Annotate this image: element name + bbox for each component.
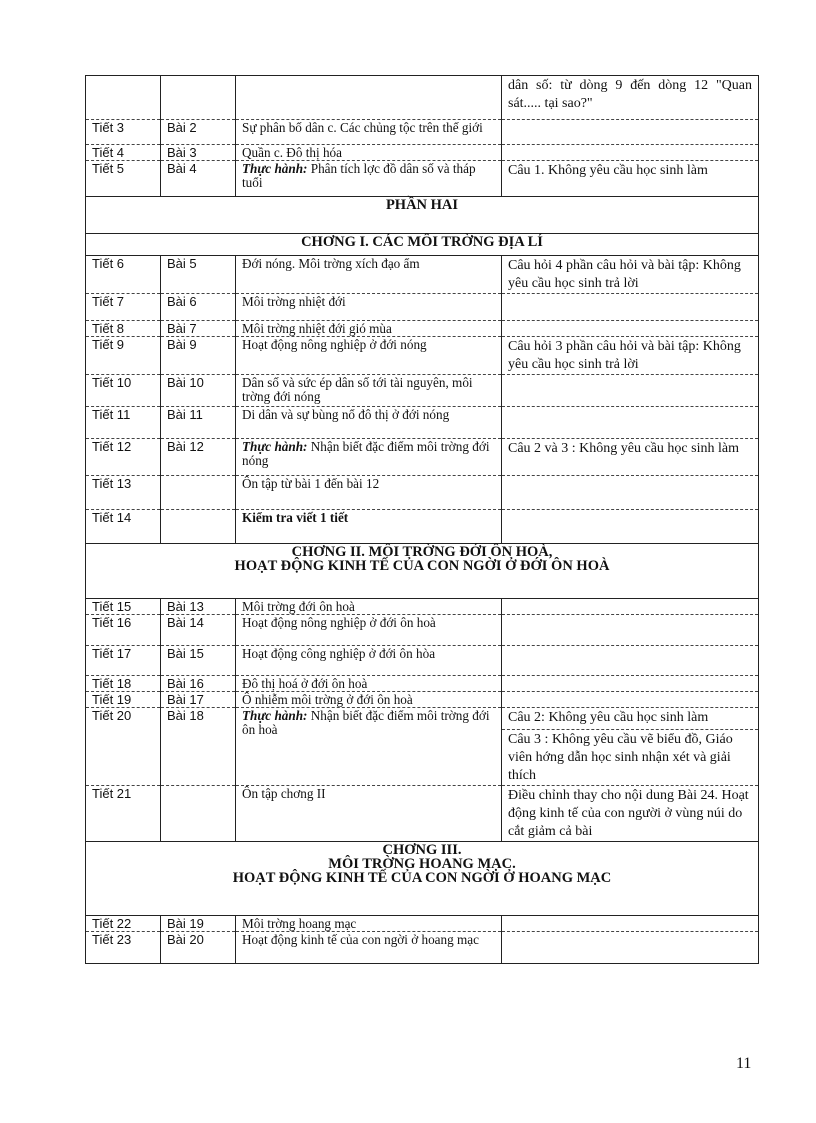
- period-cell: Tiết 22: [86, 916, 161, 932]
- period-cell: Tiết 7: [86, 294, 161, 321]
- period-cell: Tiết 13: [86, 476, 161, 510]
- note-cell: [502, 708, 759, 786]
- lesson-cell: [161, 786, 236, 842]
- table-row: [86, 599, 759, 615]
- period-cell: Tiết 9: [86, 337, 161, 375]
- note-cell: [502, 476, 759, 510]
- section-heading-line: HOẠT ĐỘNG KINH TẾ CỦA CON NGỜI Ở ĐỚI ÔN HOÀ: [234, 558, 610, 574]
- note-cell: [502, 407, 759, 439]
- table-row: [86, 510, 759, 544]
- content-cell: [236, 321, 502, 337]
- note-cell: [502, 676, 759, 692]
- section-heading-line: CHƠNG I. CÁC MÔI TRỜNG ĐỊA LÍ: [301, 234, 543, 250]
- period-cell: Tiết 6: [86, 256, 161, 294]
- table-row: [86, 615, 759, 646]
- period-cell: Tiết 3: [86, 120, 161, 145]
- table-row: [86, 708, 759, 786]
- note-cell: [502, 692, 759, 708]
- note-text: Câu 2: Không yêu cầu học sinh làm: [508, 710, 709, 725]
- section-heading-line: CHƠNG III.: [382, 842, 462, 858]
- period-cell: Tiết 18: [86, 676, 161, 692]
- section-heading-line: MÔI TRỜNG HOANG MẠC.: [328, 856, 516, 872]
- section-heading-line: HOẠT ĐỘNG KINH TẾ CỦA CON NGỜI Ở HOANG MẠC: [232, 870, 612, 886]
- note-text: Điều chỉnh thay cho nội dung Bài 24. Hoạt động kinh tế của con người ở vùng núi do cắt giảm cả bài: [508, 788, 749, 839]
- period-cell: Tiết 23: [86, 932, 161, 964]
- table-row: [86, 161, 759, 197]
- curriculum-table-body: [86, 76, 759, 964]
- period-cell: Tiết 19: [86, 692, 161, 708]
- note-cell: [502, 294, 759, 321]
- note-cell: [502, 646, 759, 676]
- table-row: [86, 321, 759, 337]
- table-row: [86, 120, 759, 145]
- content-text: Quần c. Đô thị hóa: [242, 145, 342, 160]
- section-heading: [86, 842, 759, 916]
- note-cell: [502, 439, 759, 476]
- section-heading-row: [86, 234, 759, 256]
- period-cell: Tiết 16: [86, 615, 161, 646]
- table-row: [86, 476, 759, 510]
- content-text: Kiểm tra viết 1 tiết: [242, 510, 349, 525]
- lesson-cell: [161, 510, 236, 544]
- lesson-cell: Bài 17: [161, 692, 236, 708]
- note-cell: [502, 786, 759, 842]
- lesson-cell: Bài 10: [161, 375, 236, 407]
- period-cell: Tiết 4: [86, 145, 161, 161]
- note-cell: [502, 145, 759, 161]
- content-text: Môi trờng nhiệt đới: [242, 294, 346, 309]
- lesson-cell: Bài 18: [161, 708, 236, 786]
- section-heading: [86, 197, 759, 234]
- content-cell: [236, 786, 502, 842]
- content-text: Di dân và sự bùng nổ đô thị ở đới nóng: [242, 407, 450, 422]
- content-cell: [236, 599, 502, 615]
- table-row: [86, 407, 759, 439]
- content-cell: [236, 439, 502, 476]
- content-text: Môi trờng đới ôn hoà: [242, 599, 355, 614]
- period-cell: [86, 76, 161, 120]
- note-text: Câu 1. Không yêu cầu học sinh làm: [508, 163, 708, 178]
- table-row: [86, 256, 759, 294]
- content-cell: [236, 407, 502, 439]
- note-cell: [502, 599, 759, 615]
- content-text: Ô nhiễm môi trờng ở đới ôn hoà: [242, 692, 413, 707]
- note-cell: [502, 337, 759, 375]
- table-row: [86, 76, 759, 120]
- period-cell: Tiết 20: [86, 708, 161, 786]
- content-cell: [236, 692, 502, 708]
- section-heading-row: [86, 544, 759, 599]
- page-number: 11: [736, 1055, 752, 1072]
- lesson-cell: Bài 7: [161, 321, 236, 337]
- content-text: Ôn tập từ bài 1 đến bài 12: [242, 476, 380, 491]
- content-text: Phân tích lợc đồ dân số và tháp tuổi: [242, 161, 476, 190]
- table-row: [86, 916, 759, 932]
- practice-label: Thực hành:: [242, 439, 308, 454]
- content-cell: [236, 337, 502, 375]
- table-row: [86, 932, 759, 964]
- note-cell: [502, 510, 759, 544]
- lesson-cell: Bài 14: [161, 615, 236, 646]
- content-cell: [236, 120, 502, 145]
- note-text: Câu 3 : Không yêu cầu vẽ biểu đồ, Giáo viên hớng dẫn học sinh nhận xét và giải thích: [502, 729, 758, 785]
- content-cell: [236, 375, 502, 407]
- section-heading-line: PHẦN HAI: [385, 197, 459, 213]
- content-cell: [236, 708, 502, 786]
- lesson-cell: Bài 4: [161, 161, 236, 197]
- period-cell: Tiết 11: [86, 407, 161, 439]
- note-cell: [502, 932, 759, 964]
- practice-label: Thực hành:: [242, 708, 308, 723]
- table-row: [86, 294, 759, 321]
- content-cell: [236, 646, 502, 676]
- content-text: Môi trờng hoang mạc: [242, 916, 357, 931]
- lesson-cell: [161, 476, 236, 510]
- content-text: Dân số và sức ép dân số tới tài nguyên, môi trờng đới nóng: [242, 375, 473, 404]
- lesson-cell: Bài 19: [161, 916, 236, 932]
- content-cell: [236, 161, 502, 197]
- note-cell: [502, 321, 759, 337]
- content-cell: [236, 932, 502, 964]
- content-text: Nhận biết đặc điểm môi trờng đới ôn hoà: [242, 708, 490, 737]
- lesson-cell: Bài 11: [161, 407, 236, 439]
- content-text: Nhận biết đặc điểm môi trờng đới nóng: [242, 439, 490, 468]
- table-row: [86, 646, 759, 676]
- lesson-cell: Bài 2: [161, 120, 236, 145]
- content-cell: [236, 615, 502, 646]
- section-heading: [86, 234, 759, 256]
- note-text: dân số: từ dòng 9 đến dòng 12 "Quan sát..... tại sao?": [508, 78, 752, 111]
- lesson-cell: Bài 16: [161, 676, 236, 692]
- lesson-cell: [161, 76, 236, 120]
- period-cell: Tiết 10: [86, 375, 161, 407]
- table-row: [86, 692, 759, 708]
- note-text: Câu 2 và 3 : Không yêu cầu học sinh làm: [508, 441, 739, 456]
- content-cell: [236, 294, 502, 321]
- content-text: Môi trờng nhiệt đới gió mùa: [242, 321, 392, 336]
- content-cell: [236, 76, 502, 120]
- content-text: Hoạt động kinh tế của con ngời ở hoang mạc: [242, 932, 479, 947]
- practice-label: Thực hành:: [242, 161, 308, 176]
- content-cell: [236, 145, 502, 161]
- table-row: [86, 786, 759, 842]
- period-cell: Tiết 12: [86, 439, 161, 476]
- lesson-cell: Bài 3: [161, 145, 236, 161]
- note-cell: [502, 161, 759, 197]
- period-cell: Tiết 21: [86, 786, 161, 842]
- note-cell: [502, 120, 759, 145]
- note-cell: [502, 916, 759, 932]
- note-text: Câu hỏi 4 phần câu hỏi và bài tập: Không yêu cầu học sinh trả lời: [508, 258, 741, 291]
- content-cell: [236, 256, 502, 294]
- section-heading: [86, 544, 759, 599]
- table-row: [86, 375, 759, 407]
- lesson-cell: Bài 9: [161, 337, 236, 375]
- table-row: [86, 676, 759, 692]
- lesson-cell: Bài 20: [161, 932, 236, 964]
- lesson-cell: Bài 13: [161, 599, 236, 615]
- content-text: Sự phân bố dân c. Các chủng tộc trên thế giới: [242, 120, 483, 135]
- content-text: Đới nóng. Môi trờng xích đạo ẩm: [242, 256, 420, 271]
- period-cell: Tiết 5: [86, 161, 161, 197]
- content-text: Ôn tập chơng II: [242, 786, 326, 801]
- table-row: [86, 145, 759, 161]
- period-cell: Tiết 17: [86, 646, 161, 676]
- curriculum-table: [85, 75, 759, 964]
- note-cell: [502, 76, 759, 120]
- content-cell: [236, 676, 502, 692]
- lesson-cell: Bài 5: [161, 256, 236, 294]
- table-row: [86, 439, 759, 476]
- note-cell: [502, 375, 759, 407]
- content-text: Đô thị hoá ở đới ôn hoà: [242, 676, 368, 691]
- period-cell: Tiết 15: [86, 599, 161, 615]
- content-cell: [236, 476, 502, 510]
- content-text: Hoạt động công nghiệp ở đới ôn hòa: [242, 646, 436, 661]
- content-text: Hoạt động nông nghiệp ở đới nóng: [242, 337, 427, 352]
- section-heading-line: CHƠNG II. MÔI TRỜNG ĐỚI ÔN HOÀ,: [291, 544, 553, 560]
- content-cell: [236, 916, 502, 932]
- content-cell: [236, 510, 502, 544]
- section-heading-row: [86, 197, 759, 234]
- period-cell: Tiết 14: [86, 510, 161, 544]
- lesson-cell: Bài 12: [161, 439, 236, 476]
- section-heading-row: [86, 842, 759, 916]
- table-row: [86, 337, 759, 375]
- content-text: Hoạt động nông nghiệp ở đới ôn hoà: [242, 615, 436, 630]
- lesson-cell: Bài 15: [161, 646, 236, 676]
- period-cell: Tiết 8: [86, 321, 161, 337]
- note-cell: [502, 615, 759, 646]
- note-text: Câu hỏi 3 phần câu hỏi và bài tập: Không yêu cầu học sinh trả lời: [508, 339, 741, 372]
- lesson-cell: Bài 6: [161, 294, 236, 321]
- note-cell: [502, 256, 759, 294]
